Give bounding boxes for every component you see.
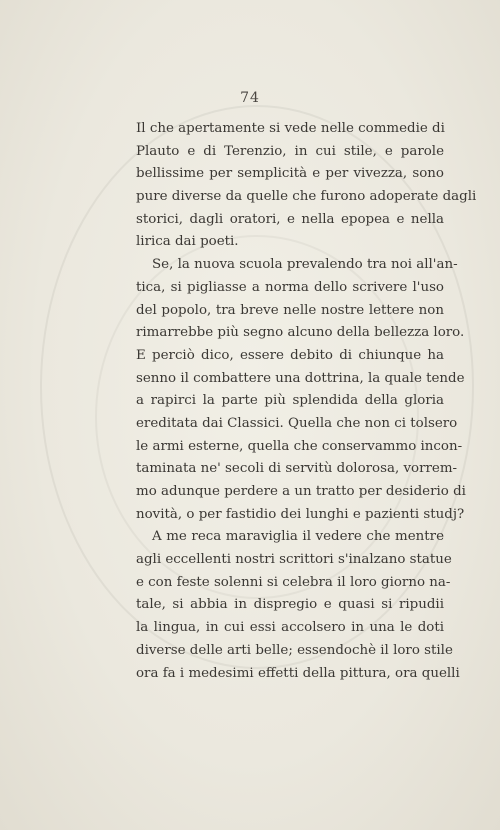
text-line: novità, o per fastidio dei lunghi e pazienti studj? [136,506,465,522]
text-line: Plauto e di Terenzio, in cui stile, e parole [136,143,444,159]
page-number: 74 [240,90,260,106]
text-line: pure diverse da quelle che furono adoperate dagli [136,189,477,205]
text-line: mo adunque perdere a un tratto per desiderio di [136,484,466,499]
text-line: E perciò dico, essere debito di chiunque ha [136,347,444,363]
text-line: ereditata dai Classici. Quella che non ci tolsero [136,415,458,431]
text-line: rimarrebbe più segno alcuno della bellezza loro. [136,325,465,341]
text-line: senno il combattere una dottrina, la quale tende [136,370,465,386]
text-line: e con feste solenni si celebra il loro giorno na- [136,574,451,590]
text-line: tale, si abbia in dispregio e quasi si ripudii [136,597,444,613]
text-line: le armi esterne, quella che conservammo incon- [136,438,463,454]
text-line: la lingua, in cui essi accolsero in una le doti [136,620,444,636]
text-line: Se, la nuova scuola prevalendo tra noi all'an- [152,257,458,273]
text-line: diverse delle arti belle; essendochè il loro stile [136,642,453,658]
text-line: A me reca maraviglia il vedere che mentre [152,529,444,545]
text-line: Il che apertamente si vede nelle commedie di [136,121,445,136]
body-text [136,118,477,685]
text-line: taminata ne' secoli di servitù dolorosa, vorrem- [136,461,458,477]
text-line: agli eccellenti nostri scrittori s'inalzano statue [136,552,452,568]
text-line: ora fa i medesimi effetti della pittura, ora quelli [136,665,460,681]
text-line: storici, dagli oratori, e nella epopea e nella [136,211,444,227]
text-line: bellissime per semplicità e per vivezza, sono [136,166,444,182]
text-line: tica, si pigliasse a norma dello scrivere l'uso [136,279,444,295]
text-line: del popolo, tra breve nelle nostre lettere non [136,302,444,318]
text-line: lirica dai poeti. [136,234,239,250]
text-line: a rapirci la parte più splendida della gloria [136,393,444,409]
